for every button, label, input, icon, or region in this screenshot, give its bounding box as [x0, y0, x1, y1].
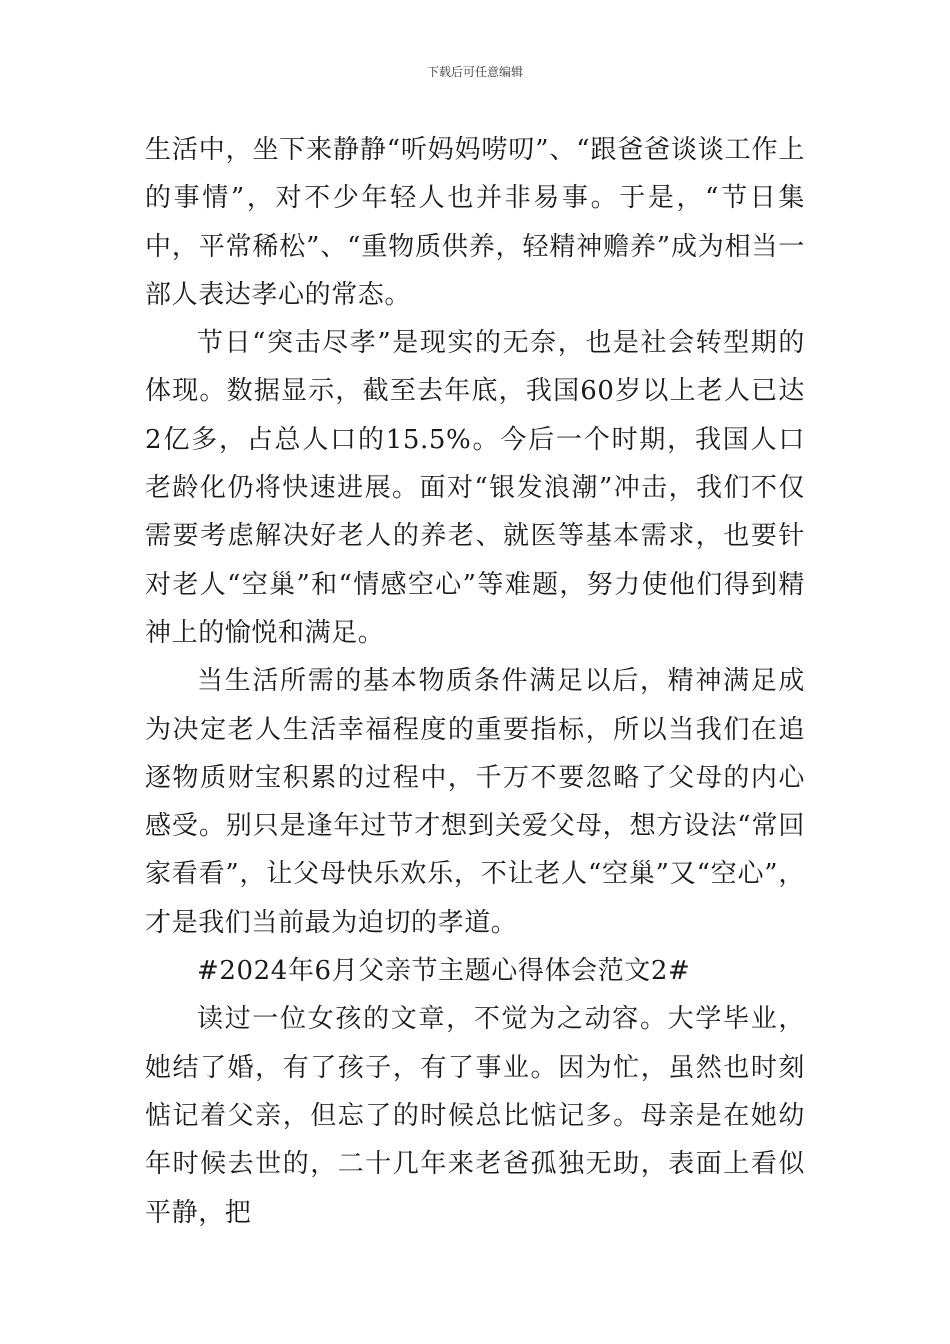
paragraph-1: 生活中，坐下来静静“听妈妈唠叨”、“跟爸爸谈谈工作上的事情”，对不少年轻人也并非易事。于是，“节日集中，平常稀松”、“重物质供养，轻精神赡养”成为相当一部人表达孝心的常态。	[145, 135, 805, 310]
section-heading: #2024年6月父亲节主题心得体会范文2#	[197, 956, 691, 987]
paragraph-5: 读过一位女孩的文章，不觉为之动容。大学毕业，她结了婚，有了孩子，有了事业。因为忙，虽然也时刻惦记着父亲，但忘了的时候总比惦记多。母亲是在她幼年时候去世的，二十几年来老爸孤独无助，表面上看似平静，把	[145, 1004, 805, 1228]
document-body	[145, 126, 805, 1237]
header-note: 下载后可任意编辑	[426, 65, 523, 79]
paragraph-3: 当生活所需的基本物质条件满足以后，精神满足成为决定老人生活幸福程度的重要指标，所以当我们在追逐物质财宝积累的过程中，千万不要忽略了父母的内心感受。别只是逢年过节才想到关爱父母，想方设法“常回家看看”，让父母快乐欢乐，不让老人“空巢”又“空心”，才是我们当前最为迫切的孝道。	[145, 666, 805, 938]
paragraph-2: 节日“突击尽孝”是现实的无奈，也是社会转型期的体现。数据显示，截至去年底，我国60岁以上老人已达2亿多，占总人口的15.5%。今后一个时期，我国人口老龄化仍将快速进展。面对“银发浪潮”冲击，我们不仅需要考虑解决好老人的养老、就医等基本需求，也要针对老人“空巢”和“情感空心”等难题，努力使他们得到精神上的愉悦和满足。	[145, 328, 805, 648]
